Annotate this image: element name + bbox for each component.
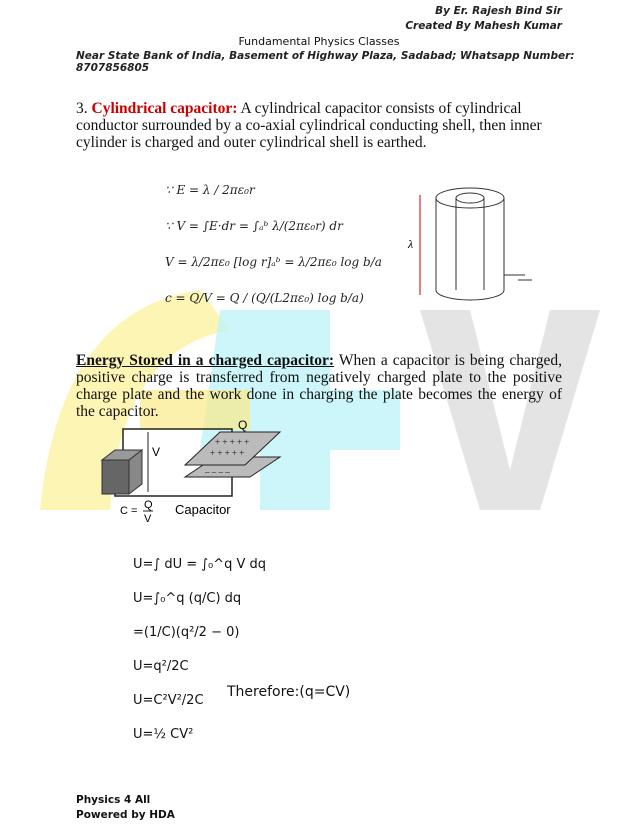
equation-line: U=q²/2C <box>133 659 189 674</box>
equation-line: U=C²V²/2C <box>133 693 204 708</box>
energy-body: When a capacitor is being charged, positive charge is transferred from negatively charged plate to the positive charge plate and the work done in charging the plate becomes the energy of the capacitor. <box>76 352 562 420</box>
cylinder-diagram <box>400 180 540 315</box>
svg-text:+ + + + +: + + + + + <box>210 448 245 458</box>
section-number: 3. <box>76 100 88 117</box>
section-title: Cylindrical capacitor: <box>91 100 238 117</box>
svg-text:+ + + + +: + + + + + <box>215 437 250 447</box>
voltage-label: V <box>152 445 161 459</box>
section-body: A cylindrical capacitor consists of cylindrical conductor surrounded by a co-axial cylindrical conducting shell, then inner cylinder is charged and outer cylindrical shell is earthed. <box>76 100 542 151</box>
capacitor-caption: Capacitor <box>175 502 231 517</box>
handwritten-derivation <box>165 172 382 316</box>
creator-credit: Created By Mahesh Kumar <box>405 20 562 32</box>
capacitor-circuit-diagram <box>80 420 320 525</box>
footer-powered-by: Powered by HDA <box>76 809 175 821</box>
charge-label: Q <box>238 420 248 432</box>
derivation-line: V = λ/2πε₀ [log r]ₐᵇ = λ/2πε₀ log b/a <box>165 255 382 269</box>
equation-line: =(1/C)(q²/2 − 0) <box>133 625 240 640</box>
formula-lhs: C = <box>120 505 138 517</box>
svg-text:– – – –: – – – – <box>205 467 230 477</box>
formula-denominator: V <box>144 513 152 525</box>
equation-line: U=∫ dU = ∫₀^q V dq <box>133 557 267 572</box>
equation-line: U=∫₀^q (q/C) dq <box>133 591 242 606</box>
derivation-line: ∵ E = λ / 2πε₀r <box>165 183 255 197</box>
footer-title: Physics 4 All <box>76 794 151 806</box>
cylindrical-capacitor-paragraph <box>76 100 556 151</box>
derivation-line: c = Q/V = Q / (Q/(L2πε₀) log b/a) <box>165 291 364 305</box>
equation-line: U=½ CV² <box>133 727 194 742</box>
institute-name: Fundamental Physics Classes <box>238 35 400 48</box>
author-credit: By Er. Rajesh Bind Sir <box>435 5 562 17</box>
therefore-note: Therefore:(q=CV) <box>227 684 351 700</box>
formula-numerator: Q <box>144 499 153 511</box>
energy-paragraph <box>76 352 562 420</box>
derivation-line: ∵ V = ∫E·dr = ∫ₐᵇ λ/(2πε₀r) dr <box>165 219 343 233</box>
energy-title: Energy Stored in a charged capacitor: <box>76 352 335 369</box>
institute-address: Near State Bank of India, Basement of Highway Plaza, Sadabad; Whatsapp Number: 8707856805 <box>76 50 575 74</box>
energy-equations <box>133 548 266 752</box>
lambda-label: λ <box>408 237 414 251</box>
